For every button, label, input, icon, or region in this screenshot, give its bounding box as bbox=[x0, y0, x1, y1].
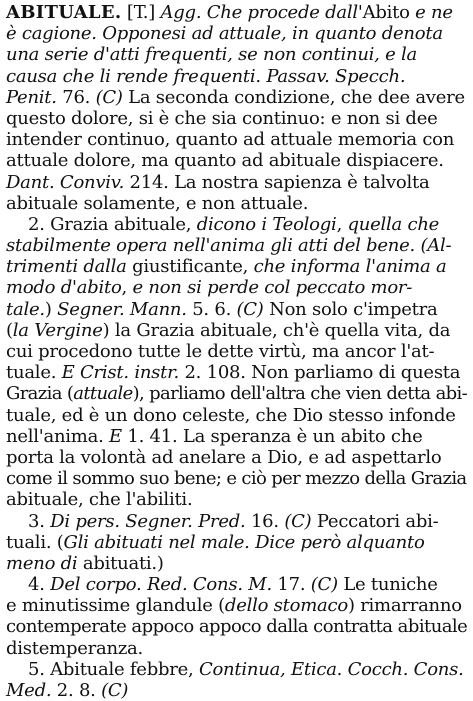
entry-text: tuale. bbox=[6, 362, 62, 384]
entry-line bbox=[6, 320, 468, 341]
entry-text: cui procedono tutte le dette virtù, ma ancor l'at- bbox=[6, 341, 435, 362]
entry-line bbox=[6, 426, 468, 447]
entry-text: 214. La nostra sapienza è talvolta bbox=[124, 171, 430, 193]
entry-text: Med. bbox=[6, 680, 52, 701]
entry-text: attuale dolore, ma quanto ad abituale dispiacere. bbox=[6, 150, 444, 172]
entry-text: distemperanza. bbox=[6, 637, 144, 659]
entry-text: meno di bbox=[6, 552, 78, 574]
entry-line bbox=[6, 638, 468, 659]
entry-text: E Crist. instr. bbox=[61, 362, 179, 384]
entry-text: giustificante, bbox=[126, 256, 254, 278]
entry-text: Non solo c'impetra bbox=[263, 298, 438, 320]
entry-text: (C) bbox=[95, 86, 123, 108]
entry-text: una serie d'atti frequenti, se non continui, e la bbox=[6, 44, 417, 66]
entry-text: abituati.) bbox=[77, 552, 164, 574]
entry-line bbox=[6, 595, 468, 616]
entry-line bbox=[6, 383, 468, 404]
entry-text: Del corpo. Red. Cons. M. bbox=[50, 574, 272, 596]
dictionary-entry-abituale bbox=[6, 2, 468, 701]
entry-line bbox=[6, 553, 468, 574]
entry-line bbox=[6, 299, 468, 320]
entry-line bbox=[6, 489, 468, 510]
entry-line bbox=[6, 616, 468, 637]
entry-text: attuale bbox=[73, 383, 133, 405]
entry-text: 5. bbox=[28, 658, 45, 680]
entry-text: contemperate appoco appoco dalla contratta abituale bbox=[6, 616, 468, 638]
entry-text: 4. bbox=[28, 574, 45, 596]
entry-text: (C) bbox=[310, 574, 338, 596]
entry-text: 2. 8. bbox=[51, 680, 102, 701]
entry-text: Gli abituati nel male. Dice però alquanto bbox=[63, 531, 425, 553]
entry-text: intender continuo, quanto ad attuale memoria con bbox=[6, 129, 455, 151]
entry-text: tale. bbox=[6, 298, 45, 320]
entry-text: , bbox=[121, 277, 133, 299]
entry-text: causa che li rende frequenti. Passav. Specch. bbox=[6, 65, 406, 87]
entry-line bbox=[6, 44, 468, 65]
entry-text: 3. bbox=[28, 510, 45, 532]
headword: ABITUALE. bbox=[6, 2, 122, 23]
entry-line bbox=[6, 511, 468, 532]
entry-text: dello stomaco bbox=[224, 595, 348, 617]
entry-line bbox=[6, 532, 468, 553]
entry-text: Abito bbox=[362, 2, 410, 23]
entry-text: (C) bbox=[284, 510, 312, 532]
entry-line bbox=[6, 23, 468, 44]
entry-text: 5. 6. bbox=[186, 298, 237, 320]
entry-line bbox=[6, 193, 468, 214]
entry-text: Penit. bbox=[6, 86, 57, 108]
entry-text: abituale, che l'abiliti. bbox=[6, 489, 193, 511]
entry-text: (C) bbox=[236, 298, 264, 320]
entry-text: 2. bbox=[28, 213, 45, 235]
entry-text: ) bbox=[44, 298, 58, 320]
entry-line bbox=[6, 108, 468, 129]
entry-text: Peccatori abi- bbox=[311, 510, 439, 532]
entry-line bbox=[6, 214, 468, 235]
entry-text: e ne bbox=[409, 2, 453, 23]
entry-text: (C) bbox=[101, 680, 129, 701]
entry-line bbox=[6, 447, 468, 468]
entry-text: questo dolore, si è che sia continuo: e non si dee bbox=[6, 107, 438, 129]
entry-text: Di pers. Segner. Pred. bbox=[50, 510, 246, 532]
entry-line bbox=[6, 2, 468, 23]
entry-line bbox=[6, 362, 468, 383]
entry-line bbox=[6, 405, 468, 426]
entry-line bbox=[6, 235, 468, 256]
entry-line bbox=[6, 468, 468, 489]
entry-text: E bbox=[109, 425, 122, 447]
entry-line bbox=[6, 66, 468, 87]
entry-text: e non si perde col peccato mor- bbox=[132, 277, 413, 299]
entry-line bbox=[6, 341, 468, 362]
entry-text: tuali. ( bbox=[6, 531, 64, 553]
entry-line bbox=[6, 172, 468, 193]
entry-text: ), parliamo dell'altra che vien detta abi- bbox=[132, 383, 468, 405]
entry-text: come il sommo suo bene; e ciò per mezzo della Grazia bbox=[6, 468, 467, 490]
entry-line bbox=[6, 574, 468, 595]
entry-text: Le tuniche bbox=[337, 574, 438, 596]
entry-text: trimenti dalla bbox=[6, 256, 127, 278]
entry-text: modo d'abito bbox=[6, 277, 122, 299]
entry-text: nell'anima. bbox=[6, 425, 110, 447]
entry-text: Grazia abituale, bbox=[44, 213, 197, 235]
entry-text: Agg. Che procede dall' bbox=[160, 2, 363, 23]
entry-text: che informa l'anima a bbox=[253, 256, 447, 278]
entry-text: la Vergine bbox=[12, 319, 103, 341]
entry-text: e minutissime glandule ( bbox=[6, 595, 225, 617]
entry-line bbox=[6, 659, 468, 680]
entry-text: 1. 41. La speranza è un abito che bbox=[121, 425, 423, 447]
entry-text: 17. bbox=[271, 574, 311, 596]
entry-text: porta la volontà ad anelare a Dio, e ad aspettarlo bbox=[6, 446, 442, 468]
entry-line bbox=[6, 680, 468, 701]
entry-text: ) rimarranno bbox=[347, 595, 462, 617]
entry-text: Segner. Mann. bbox=[57, 298, 187, 320]
entry-text: Abituale febbre, bbox=[44, 658, 199, 680]
entry-text: ) la Grazia abituale, ch'è quella vita, da bbox=[102, 319, 451, 341]
entry-text: Dant. Conviv. bbox=[6, 171, 125, 193]
entry-text: 2. 108. Non parliamo di questa bbox=[179, 362, 461, 384]
entry-text: è cagione. Opponesi ad attuale, in quanto denota bbox=[6, 23, 443, 45]
entry-line bbox=[6, 129, 468, 150]
entry-text: 16. bbox=[245, 510, 285, 532]
entry-text: quella che bbox=[347, 213, 440, 235]
entry-text: Grazia ( bbox=[6, 383, 74, 405]
entry-text: tuale, ed è un dono celeste, che Dio stesso infonde bbox=[6, 404, 456, 426]
entry-line bbox=[6, 277, 468, 298]
entry-text: Continua, Etica. Cocch. Cons. bbox=[198, 658, 464, 680]
entry-text: dicono i Teologi bbox=[196, 213, 337, 235]
entry-line bbox=[6, 150, 468, 171]
entry-text: abituale solamente, e non attuale. bbox=[6, 192, 309, 214]
entry-line bbox=[6, 87, 468, 108]
entry-text: ( bbox=[6, 319, 13, 341]
entry-line bbox=[6, 256, 468, 277]
entry-text: La seconda condizione, che dee avere bbox=[122, 86, 465, 108]
entry-text: [T.] bbox=[121, 2, 161, 23]
entry-text: stabilmente opera nell'anima gli atti del bene. (Al- bbox=[6, 235, 452, 257]
entry-text: 76. bbox=[56, 86, 96, 108]
entry-text: , bbox=[336, 213, 348, 235]
